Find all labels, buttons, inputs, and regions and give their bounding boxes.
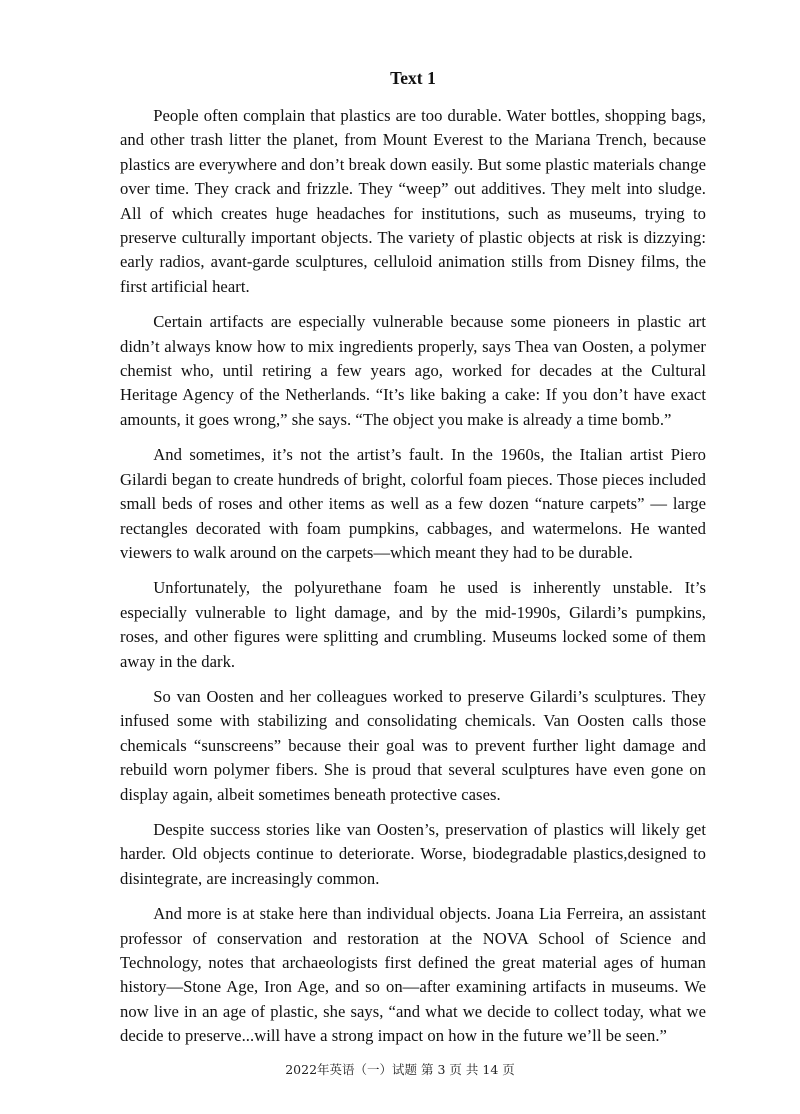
- paragraph-5: So van Oosten and her colleagues worked to preserve Gilardi’s sculptures. They infused some with stabilizing and consolidating chemicals. Van Oosten calls those chemicals “sunscreens” because their goal was to prevent further light damage and rebuild worn polymer fibers. She is proud that several sculptures have even gone on display again, albeit sometimes beneath protective cases.: [120, 686, 706, 804]
- paragraph-3: And sometimes, it’s not the artist’s fault. In the 1960s, the Italian artist Piero Gilardi began to create hundreds of bright, colorful foam pieces. Those pieces included small beds of roses and other items as well as a few dozen “nature carpets” — large rectangles decorated with foam pumpkins, cabbages, and watermelons. He wanted viewers to walk around on the carpets—which meant they had to be durable.: [120, 445, 706, 562]
- paragraph-6: Despite success stories like van Oosten’s, preservation of plastics will likely get harder. Old objects continue to deteriorate. Worse, biodegradable plastics,designed to disintegrate, are increasingly common.: [120, 819, 706, 888]
- paragraph-1: People often complain that plastics are too durable. Water bottles, shopping bags, and other trash litter the planet, from Mount Everest to the Mariana Trench, because plastics are everywhere and don’t break down easily. But some plastic materials change over time. They crack and frizzle. They “weep” out additives. They melt into sludge. All of which creates huge headaches for institutions, such as museums, trying to preserve culturally important objects. The variety of plastic objects at risk is dizzying: early radios, avant-garde sculptures, celluloid animation stills from Disney films, the first artificial heart.: [120, 106, 706, 296]
- paragraph-7: And more is at stake here than individual objects. Joana Lia Ferreira, an assistant professor of conservation and restoration at the NOVA School of Science and Technology, notes that archaeologists first defined the great material ages of human history—Stone Age, Iron Age, and so on—after examining artifacts in museums. We now live in an age of plastic, she says, “and what we decide to collect today, what we decide to preserve...will have a strong impact on how in the future we’ll be seen.”: [120, 904, 706, 1046]
- paragraph-2: Certain artifacts are especially vulnerable because some pioneers in plastic art didn’t always know how to mix ingredients properly, says Thea van Oosten, a polymer chemist who, until retiring a few years ago, worked for decades at the Cultural Heritage Agency of the Netherlands. “It’s like baking a cake: If you don’t have exact amounts, it goes wrong,” she says. “The object you make is already a time bomb.”: [120, 312, 706, 429]
- document-page: [120, 66, 706, 1060]
- paragraph-4: Unfortunately, the polyurethane foam he used is inherently unstable. It’s especially vulnerable to light damage, and by the mid-1990s, Gilardi’s pumpkins, roses, and other figures were splitting and crumbling. Museums locked some of them away in the dark.: [120, 578, 706, 671]
- page-footer: 2022年英语（一）试题 第 3 页 共 14 页: [285, 1062, 515, 1077]
- document-title: Text 1: [390, 68, 436, 88]
